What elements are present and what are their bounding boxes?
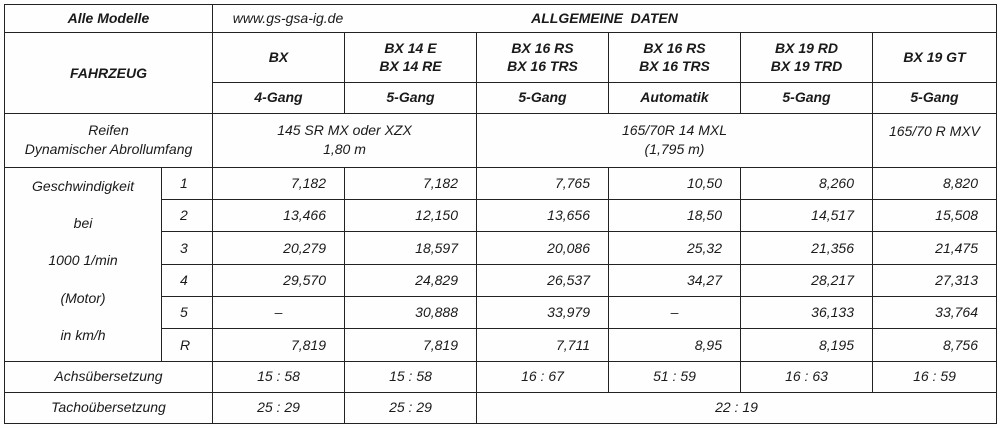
speed-label-line: bei: [73, 215, 93, 232]
tires-group3: 165/70 R MXV: [873, 113, 997, 167]
axle-row: [5, 361, 997, 392]
speed-value: 28,217: [741, 264, 873, 296]
tires-group1: 145 SR MX oder XZX 1,80 m: [213, 113, 477, 167]
speed-label-line: (Motor): [60, 289, 106, 306]
speed-label-line: 1000 1/min: [48, 252, 118, 269]
speed-value: 30,888: [345, 297, 477, 329]
speed-value: 13,656: [477, 200, 609, 232]
speed-value: –: [609, 297, 741, 329]
page-title: ALLGEMEINE DATEN: [531, 10, 678, 27]
speed-value: 18,50: [609, 200, 741, 232]
speed-label-line: in km/h: [60, 326, 106, 343]
speed-value: 25,32: [609, 232, 741, 264]
speed-value: 20,279: [213, 232, 345, 264]
gearbox-label: 5-Gang: [345, 82, 477, 113]
axle-value: 16 : 63: [741, 361, 873, 392]
gear-number: 5: [162, 297, 213, 329]
speed-value: 7,182: [345, 167, 477, 199]
axle-value: 15 : 58: [345, 361, 477, 392]
model-row: [5, 33, 997, 83]
axle-value: 16 : 67: [477, 361, 609, 392]
model-bx16-5g: BX 16 RS BX 16 TRS: [477, 33, 609, 83]
axle-value: 51 : 59: [609, 361, 741, 392]
speed-label: [5, 167, 162, 361]
speed-value: 21,475: [873, 232, 997, 264]
tacho-value: 22 : 19: [477, 392, 997, 423]
speed-value: 10,50: [609, 167, 741, 199]
axle-value: 16 : 59: [873, 361, 997, 392]
gearbox-label: 5-Gang: [873, 82, 997, 113]
header-row: [5, 5, 997, 33]
speed-value: –: [213, 297, 345, 329]
gearbox-label: 4-Gang: [213, 82, 345, 113]
gear-number: 4: [162, 264, 213, 296]
axle-label: Achsübersetzung: [5, 361, 213, 392]
speed-value: 8,756: [873, 329, 997, 361]
speed-value: 33,979: [477, 297, 609, 329]
gearbox-label: 5-Gang: [477, 82, 609, 113]
model-bx19gt: BX 19 GT: [873, 33, 997, 83]
tires-group2: 165/70R 14 MXL (1,795 m): [477, 113, 873, 167]
speed-value: 33,764: [873, 297, 997, 329]
speed-value: 21,356: [741, 232, 873, 264]
speed-label-line: Geschwindigkeit: [32, 177, 134, 194]
speed-value: 7,819: [213, 329, 345, 361]
tires-label: Reifen Dynamischer Abrollumfang: [5, 113, 213, 167]
tacho-value: 25 : 29: [213, 392, 345, 423]
vehicle-label: FAHRZEUG: [5, 33, 213, 114]
gear-number: 1: [162, 167, 213, 199]
speed-value: 7,765: [477, 167, 609, 199]
tires-row: [5, 113, 997, 167]
speed-value: 15,508: [873, 200, 997, 232]
speed-value: 8,195: [741, 329, 873, 361]
tacho-row: [5, 392, 997, 423]
speed-value: 7,819: [345, 329, 477, 361]
speed-value: 7,182: [213, 167, 345, 199]
model-bx: BX: [213, 33, 345, 83]
general-data-table: [4, 4, 997, 424]
model-bx16-auto: BX 16 RS BX 16 TRS: [609, 33, 741, 83]
gearbox-label: 5-Gang: [741, 82, 873, 113]
speed-value: 8,95: [609, 329, 741, 361]
speed-value: 29,570: [213, 264, 345, 296]
gear-number: 3: [162, 232, 213, 264]
speed-value: 26,537: [477, 264, 609, 296]
speed-value: 20,086: [477, 232, 609, 264]
speed-value: 36,133: [741, 297, 873, 329]
speed-value: 18,597: [345, 232, 477, 264]
speed-value: 14,517: [741, 200, 873, 232]
speed-value: 12,150: [345, 200, 477, 232]
speed-value: 34,27: [609, 264, 741, 296]
speed-value: 8,260: [741, 167, 873, 199]
tacho-label: Tachoübersetzung: [5, 392, 213, 423]
speed-value: 7,711: [477, 329, 609, 361]
speed-value: 24,829: [345, 264, 477, 296]
gearbox-label: Automatik: [609, 82, 741, 113]
speed-row-1: [5, 167, 997, 199]
axle-value: 15 : 58: [213, 361, 345, 392]
speed-value: 27,313: [873, 264, 997, 296]
tacho-value: 25 : 29: [345, 392, 477, 423]
model-bx19: BX 19 RD BX 19 TRD: [741, 33, 873, 83]
gear-number: 2: [162, 200, 213, 232]
website: www.gs-gsa-ig.de: [232, 10, 344, 27]
model-scope: Alle Modelle: [5, 5, 213, 33]
model-bx14: BX 14 E BX 14 RE: [345, 33, 477, 83]
speed-value: 8,820: [873, 167, 997, 199]
speed-value: 13,466: [213, 200, 345, 232]
gear-number: R: [162, 329, 213, 361]
